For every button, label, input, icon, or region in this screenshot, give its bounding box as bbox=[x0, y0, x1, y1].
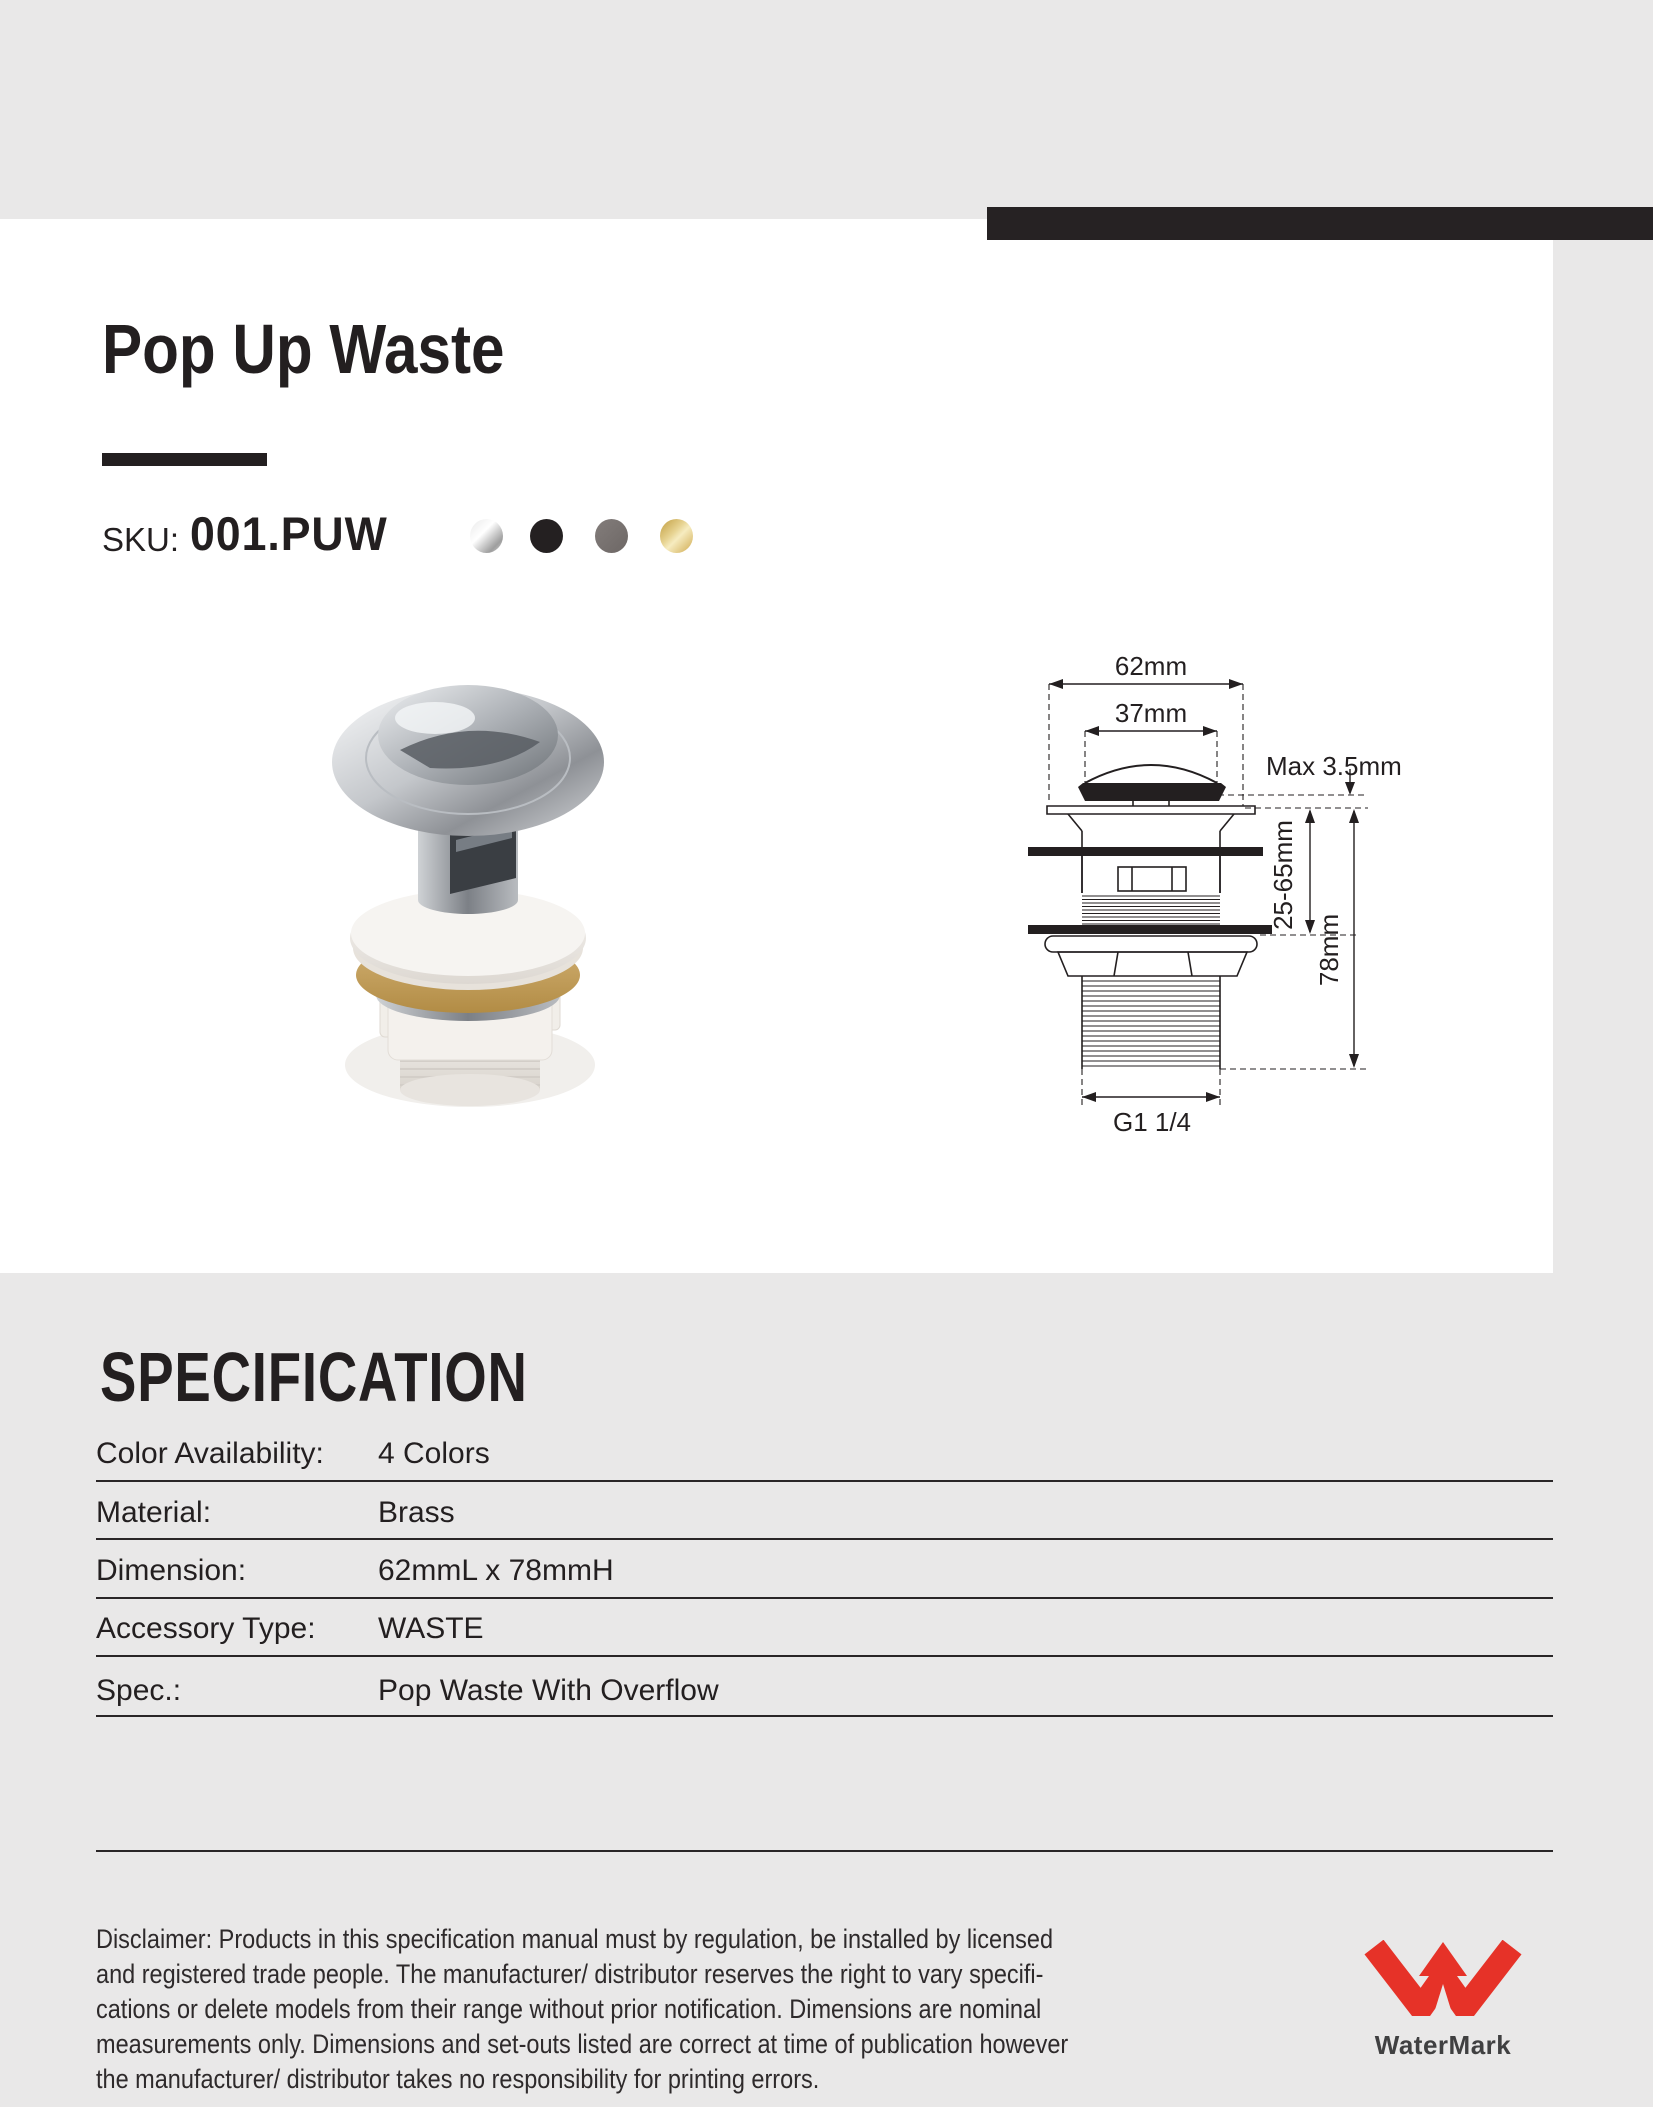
spec-label: Dimension: bbox=[96, 1554, 247, 1587]
dim-label-78mm: 78mm bbox=[1314, 913, 1344, 987]
product-photo bbox=[300, 650, 690, 1110]
spec-row-spec bbox=[96, 1676, 1553, 1706]
title-underline bbox=[102, 453, 267, 466]
watermark-certification-logo bbox=[1360, 1940, 1526, 2070]
spec-divider-bottom bbox=[96, 1850, 1553, 1852]
spec-value: Brass bbox=[378, 1496, 455, 1529]
spec-divider bbox=[96, 1655, 1553, 1657]
dim-label-37mm: 37mm bbox=[1114, 698, 1188, 728]
page-title: Pop Up Waste bbox=[102, 310, 505, 388]
dim-label-max35mm: Max 3.5mm bbox=[1266, 751, 1402, 781]
spec-row-color-availability bbox=[96, 1439, 1553, 1469]
sku-value: 001.PUW bbox=[190, 507, 388, 560]
finish-swatch-brushed-gold bbox=[660, 519, 693, 553]
spec-divider bbox=[96, 1538, 1553, 1540]
spec-value: 4 Colors bbox=[378, 1437, 490, 1470]
pop-up-waste-photo-illustration bbox=[300, 650, 690, 1110]
watermark-label: WaterMark bbox=[1374, 2030, 1512, 2060]
spec-divider bbox=[96, 1597, 1553, 1599]
disclaimer-line: Disclaimer: Products in this specification manual must by regulation, be installed by licensed bbox=[96, 1924, 1054, 1954]
specification-heading: SPECIFICATION bbox=[100, 1338, 528, 1416]
spec-divider bbox=[96, 1480, 1553, 1482]
top-gray-band bbox=[0, 0, 1653, 219]
right-gray-strip bbox=[1553, 240, 1653, 1273]
dim-label-62mm: 62mm bbox=[1114, 651, 1188, 681]
spec-row-dimension bbox=[96, 1556, 1553, 1586]
disclaimer-line: and registered trade people. The manufacturer/ distributor reserves the right to vary specifi- bbox=[96, 1959, 1044, 1989]
disclaimer-line: the manufacturer/ distributor takes no responsibility for printing errors. bbox=[96, 2064, 820, 2094]
spec-label: Material: bbox=[96, 1496, 212, 1529]
sku-label: SKU: bbox=[102, 521, 180, 558]
spec-label: Spec.: bbox=[96, 1674, 182, 1707]
finish-swatch-gunmetal bbox=[595, 519, 628, 553]
finish-swatch-matte-black bbox=[530, 519, 563, 553]
spec-row-material bbox=[96, 1498, 1553, 1528]
technical-drawing bbox=[1020, 635, 1430, 1135]
disclaimer-text bbox=[96, 1922, 1175, 2097]
spec-value: 62mmL x 78mmH bbox=[378, 1554, 614, 1587]
spec-value: WASTE bbox=[378, 1612, 484, 1645]
top-dark-accent-bar bbox=[987, 207, 1653, 240]
disclaimer-line: measurements only. Dimensions and set-outs listed are correct at time of publication however bbox=[96, 2029, 1069, 2059]
disclaimer-line: cations or delete models from their range without prior notification. Dimensions are nominal bbox=[96, 1994, 1042, 2024]
spec-label: Color Availability: bbox=[96, 1437, 324, 1470]
spec-value: Pop Waste With Overflow bbox=[378, 1674, 719, 1707]
watermark-w-icon bbox=[1360, 1940, 1526, 2026]
spec-row-accessory-type bbox=[96, 1614, 1553, 1644]
dimension-drawing bbox=[1020, 635, 1430, 1135]
finish-swatch-chrome bbox=[470, 519, 503, 553]
dim-label-g1-14: G1 1/4 bbox=[1112, 1107, 1192, 1135]
spec-divider bbox=[96, 1715, 1553, 1717]
dim-label-25-65mm: 25-65mm bbox=[1268, 820, 1298, 930]
spec-label: Accessory Type: bbox=[96, 1612, 316, 1645]
